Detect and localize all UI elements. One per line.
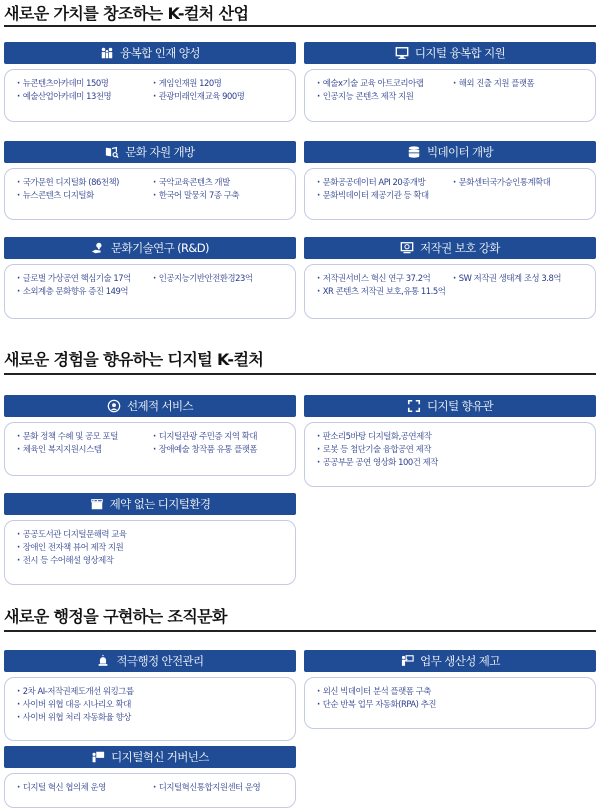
card-title: 디지털혁신 거버넌스 [111, 750, 209, 764]
bullet-row [17, 271, 295, 284]
bullet-item: · 외신 빅데이터 분석 플랫폼 구축 [317, 685, 431, 697]
bullet-item: · 뉴스콘텐츠 디지털화 [17, 189, 153, 201]
card-title: 적극행정 안전관리 [116, 654, 204, 668]
bullet-item: · 뉴콘텐츠아카데미 150명 [17, 77, 153, 89]
card-title: 저작권 보호 강화 [420, 241, 500, 255]
bullet-item: · 문화빅데이터 제공기관 등 확대 [317, 189, 429, 201]
bullet-row [317, 455, 595, 468]
bullet-item: · 디지털관광 주민증 지역 확대 [153, 430, 257, 442]
section-title-organization: 새로운 행정을 구현하는 조직문화 [4, 607, 227, 626]
book-search-icon [105, 145, 119, 159]
bullet-item: · 관광미래인재교육 900명 [153, 90, 244, 102]
section-divider [4, 630, 596, 632]
alarm-icon [96, 654, 110, 668]
bullet-item: · 인공지능 콘텐츠 제작 지원 [317, 90, 413, 102]
bullet-item: · 인공지능기반안전환경23억 [153, 272, 253, 284]
bullet-row [17, 175, 295, 188]
bullet-item: · XR 콘텐츠 저작권 보호,유통 11.5억 [317, 285, 445, 297]
bullet-row [17, 188, 295, 201]
bullet-row [17, 540, 295, 553]
bullet-item: · 판소리5바탕 디지털화,공연제작 [317, 430, 431, 442]
bullet-row [317, 89, 595, 102]
card-title: 빅데이터 개방 [426, 145, 494, 159]
bullet-item: · 글로벌 가상공연 핵심기술 17억 [17, 272, 153, 284]
bullet-item: · 국악교육콘텐츠 개발 [153, 176, 230, 188]
bullet-row [317, 684, 595, 697]
bullet-item: · 체육인 복지지원시스템 [17, 443, 153, 455]
bullet-item: · 예술x기술 교육 아트코리아랩 [317, 77, 453, 89]
card-title: 융복합 인재 양성 [120, 46, 200, 60]
bullet-item: · 국가문헌 디지털화 (86천책) [17, 176, 153, 188]
bullet-item: · 로봇 등 첨단기술 융합공연 제작 [317, 443, 431, 455]
bullet-item: · 게임인재원 120명 [153, 77, 221, 89]
bullet-item: · 디지털 혁신 협의체 운영 [17, 781, 153, 793]
bullet-item: · 2차 AI-저작권제도개선 워킹그룹 [17, 685, 134, 697]
bullet-row [17, 527, 295, 540]
bullet-item: · SW 저작권 생태계 조성 3.8억 [453, 272, 561, 284]
card-title: 문화기술연구 (R&D) [111, 241, 209, 255]
bullet-item: · 전시 등 수어해설 영상제작 [17, 554, 113, 566]
teacher-board-icon [91, 750, 105, 764]
bullet-item: · 소외계층 문화향유 증진 149억 [17, 285, 128, 297]
clapper-icon [90, 497, 104, 511]
database-icon [407, 145, 421, 159]
bullet-row [17, 684, 295, 697]
bullet-row [17, 89, 295, 102]
bullet-row [17, 429, 295, 442]
bullet-row [317, 429, 595, 442]
monitor-icon [395, 46, 409, 60]
bullet-row [17, 553, 295, 566]
bullet-item: · 단순 반복 업무 자동화(RPA) 추진 [317, 698, 436, 710]
copyright-screen-icon [400, 241, 414, 255]
bullet-row [317, 188, 595, 201]
presenter-icon [400, 654, 414, 668]
bullet-row [317, 284, 595, 297]
card-title: 디지털 융복합 지원 [414, 46, 506, 60]
bullet-row [317, 697, 595, 710]
bullet-item: · 저작권서비스 혁신 연구 37.2억 [317, 272, 453, 284]
bullet-item: · 문화센터국가승인통계확대 [453, 176, 550, 188]
bullet-item: · 공공도서관 디지털문해력 교육 [17, 528, 126, 540]
bullet-item: · 사이버 위협 처리 자동화율 향상 [17, 711, 131, 723]
bullet-row [317, 271, 595, 284]
section-title-kculture-industry: 새로운 가치를 창조하는 K-컬처 산업 [4, 4, 249, 23]
bullet-item: · 해외 진출 지원 플랫폼 [453, 77, 534, 89]
bullet-row [17, 442, 295, 455]
card-title: 제약 없는 디지털환경 [109, 497, 211, 511]
bullet-item: · 예술산업아카데미 13천명 [17, 90, 153, 102]
section-title-digital-kculture: 새로운 경험을 향유하는 디지털 K-컬처 [4, 350, 264, 369]
bullet-row [17, 710, 295, 723]
bullet-item: · 문화공공데이터 API 20종개방 [317, 176, 453, 188]
section-divider [4, 25, 596, 27]
hand-idea-icon [91, 241, 105, 255]
bullet-row [317, 76, 595, 89]
fullscreen-icon [407, 399, 421, 413]
bullet-item: · 장애예술 창작품 유통 플랫폼 [153, 443, 257, 455]
bullet-row [17, 76, 295, 89]
support-agent-icon [107, 399, 121, 413]
bullet-item: · 한국어 말뭉치 7종 구축 [153, 189, 239, 201]
bullet-row [17, 284, 295, 297]
bullet-row [17, 780, 295, 793]
bullet-item: · 디지털혁신통합지원센터 운영 [153, 781, 260, 793]
card-title: 업무 생산성 제고 [420, 654, 500, 668]
bullet-row [317, 442, 595, 455]
bullet-row [17, 697, 295, 710]
card-title: 문화 자원 개방 [125, 145, 195, 159]
bullet-item: · 공공부문 공연 영상화 100건 제작 [317, 456, 438, 468]
bullet-item: · 문화 정책 수혜 및 공모 포털 [17, 430, 153, 442]
card-title: 선제적 서비스 [126, 399, 194, 413]
section-divider [4, 373, 596, 375]
bullet-row [317, 175, 595, 188]
bullet-item: · 사이버 위협 대응 시나리오 확대 [17, 698, 131, 710]
people-icon [100, 46, 114, 60]
bullet-item: · 장애인 전자책 뷰어 제작 지원 [17, 541, 123, 553]
card-title: 디지털 향유관 [426, 399, 494, 413]
